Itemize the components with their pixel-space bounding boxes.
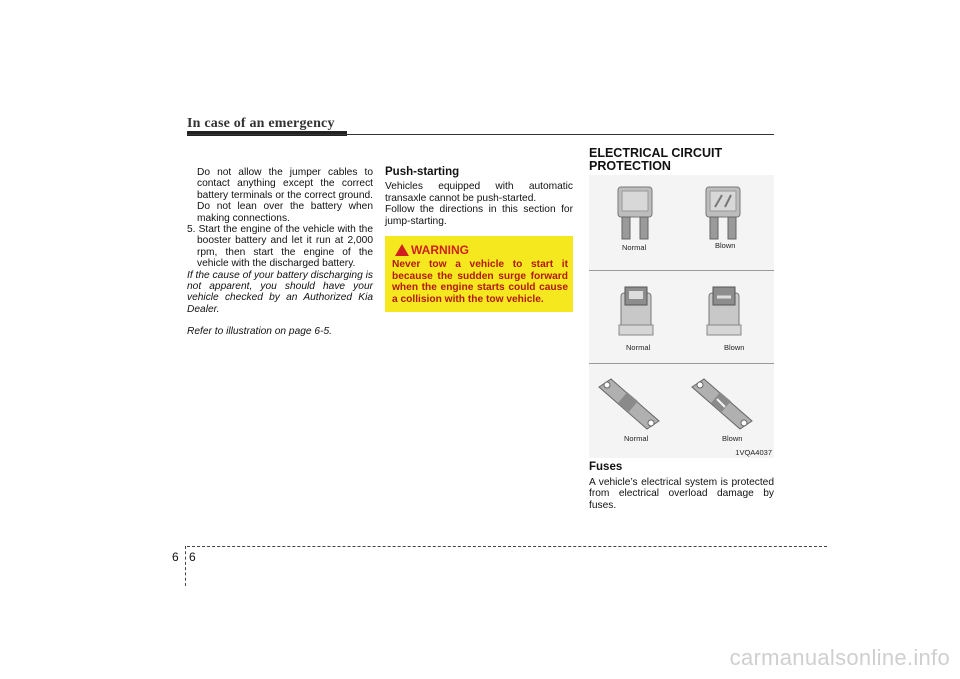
label-blown: Blown xyxy=(715,241,736,250)
paragraph-dealer-note: If the cause of your battery discharging is not apparent, you should have your vehicle checked by an Authorized Kia Dealer. xyxy=(187,269,373,315)
figure-code: 1VQA4037 xyxy=(735,448,772,457)
heading-fuses: Fuses xyxy=(589,461,623,473)
label-normal: Normal xyxy=(624,434,649,443)
cartridge-fuse-blown-icon xyxy=(707,287,741,335)
warning-title: WARNING xyxy=(411,243,469,257)
fuse-illustration xyxy=(589,175,774,458)
paragraph-illustration-ref: Refer to illustration on page 6-5. xyxy=(187,326,332,338)
section-title: ELECTRICAL CIRCUIT PROTECTION xyxy=(589,146,723,173)
label-normal: Normal xyxy=(626,343,651,352)
fuse-figure xyxy=(589,175,774,458)
page-number: 6 xyxy=(189,550,196,564)
footer-rule xyxy=(187,546,827,547)
page-chapter-number: 6 xyxy=(172,550,179,564)
figure-divider xyxy=(589,270,774,271)
heading-push-starting: Push-starting xyxy=(385,166,460,178)
column-left xyxy=(187,167,373,338)
warning-text: Never tow a vehicle to start it because the sudden surge forward when the engine starts could cause a collision with the tow vehicle. xyxy=(392,259,568,305)
figure-divider xyxy=(589,363,774,364)
column-middle xyxy=(385,167,573,227)
watermark: carmanualsonline.info xyxy=(729,645,950,670)
page-section-title: In case of an emergency xyxy=(187,116,335,131)
strip-fuse-blown-icon xyxy=(692,379,752,429)
blade-fuse-normal-icon xyxy=(618,187,652,239)
warning-box xyxy=(385,236,573,312)
strip-fuse-normal-icon xyxy=(599,379,659,429)
label-blown: Blown xyxy=(722,434,743,443)
footer-divider xyxy=(185,546,186,586)
warning-triangle-icon xyxy=(395,244,409,256)
header-rule xyxy=(187,134,774,135)
paragraph-fuses: A vehicle’s electrical system is protected from electrical overload damage by fuses. xyxy=(589,477,774,511)
cartridge-fuse-normal-icon xyxy=(619,287,653,335)
label-normal: Normal xyxy=(622,243,647,252)
blade-fuse-blown-icon xyxy=(706,187,740,239)
paragraph-push-start: Vehicles equipped with automatic transaxle cannot be push-started. xyxy=(385,181,573,204)
label-blown: Blown xyxy=(724,343,745,352)
paragraph-step-5: 5. Start the engine of the vehicle with the booster battery and let it run at 2,000 rpm, then start the engine of the vehicle with the discharged battery. xyxy=(187,224,373,270)
paragraph-jumper-caution: Do not allow the jumper cables to contact anything except the correct battery terminals or the correct ground. Do not lean over the battery when making connections. xyxy=(197,167,373,224)
paragraph-follow-directions: Follow the directions in this section for jump-starting. xyxy=(385,204,573,227)
